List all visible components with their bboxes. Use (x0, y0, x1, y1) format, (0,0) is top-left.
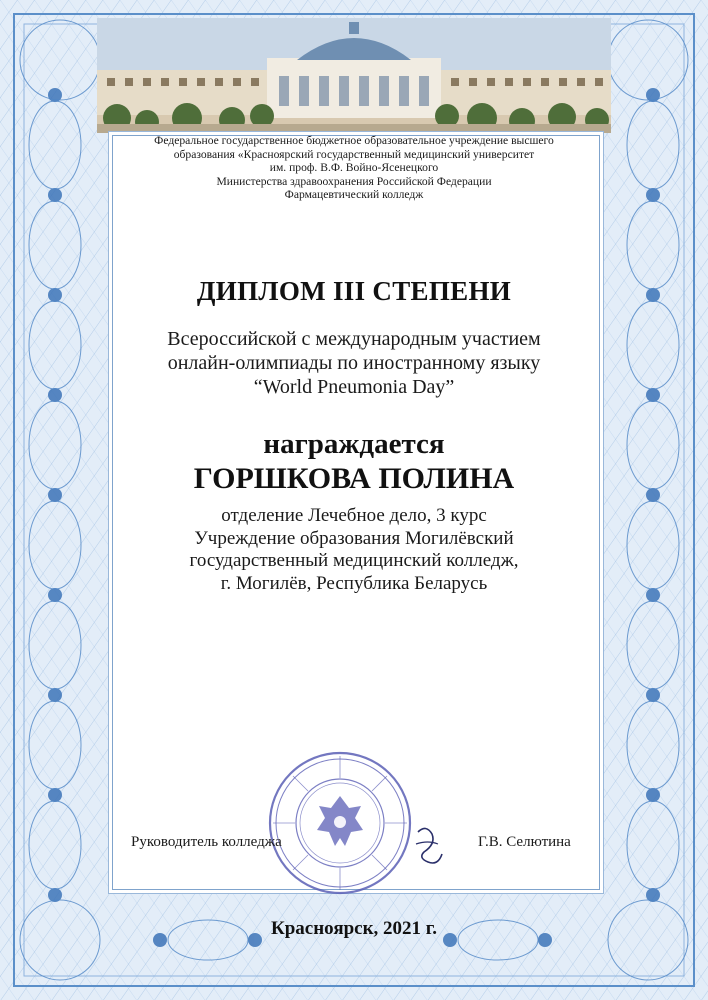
header-line: им. проф. В.Ф. Войно-Ясенецкого (269, 161, 439, 175)
subtitle-line: Всероссийской с международным участием (167, 328, 541, 350)
official-stamp (265, 748, 415, 898)
olympiad-description (100, 327, 608, 399)
header-line: Министерства здравоохранения Российской Федерации (216, 174, 492, 188)
details-line: отделение Лечебное дело, 3 курс (221, 505, 487, 526)
handwritten-signature (408, 822, 448, 872)
signatory-name: Г.В. Селютина (478, 834, 571, 850)
subtitle-line: “World Pneumonia Day” (253, 376, 455, 398)
subtitle-line: онлайн-олимпиады по иностранному языку (167, 352, 541, 374)
diploma-title: ДИПЛОМ III СТЕПЕНИ (196, 276, 512, 306)
header-line: образования «Красноярский государственный медицинский университет (173, 147, 535, 161)
recipient-name: ГОРШКОВА ПОЛИНА (193, 462, 515, 495)
details-line: государственный медицинский колледж, (189, 550, 519, 571)
signatory-position: Руководитель колледжа (131, 834, 282, 850)
place-and-date: Красноярск, 2021 г. (270, 918, 438, 939)
details-line: г. Могилёв, Республика Беларусь (220, 572, 488, 594)
recipient-details (100, 505, 608, 595)
university-building-photo (97, 18, 611, 133)
header-line: Федеральное государственное бюджетное образовательное учреждение высшего (154, 134, 554, 147)
header-line: Фармацевтический колледж (284, 188, 424, 202)
institution-header (100, 134, 608, 202)
awarded-label: награждается (263, 428, 445, 460)
details-line: Учреждение образования Могилёвский (194, 527, 514, 549)
